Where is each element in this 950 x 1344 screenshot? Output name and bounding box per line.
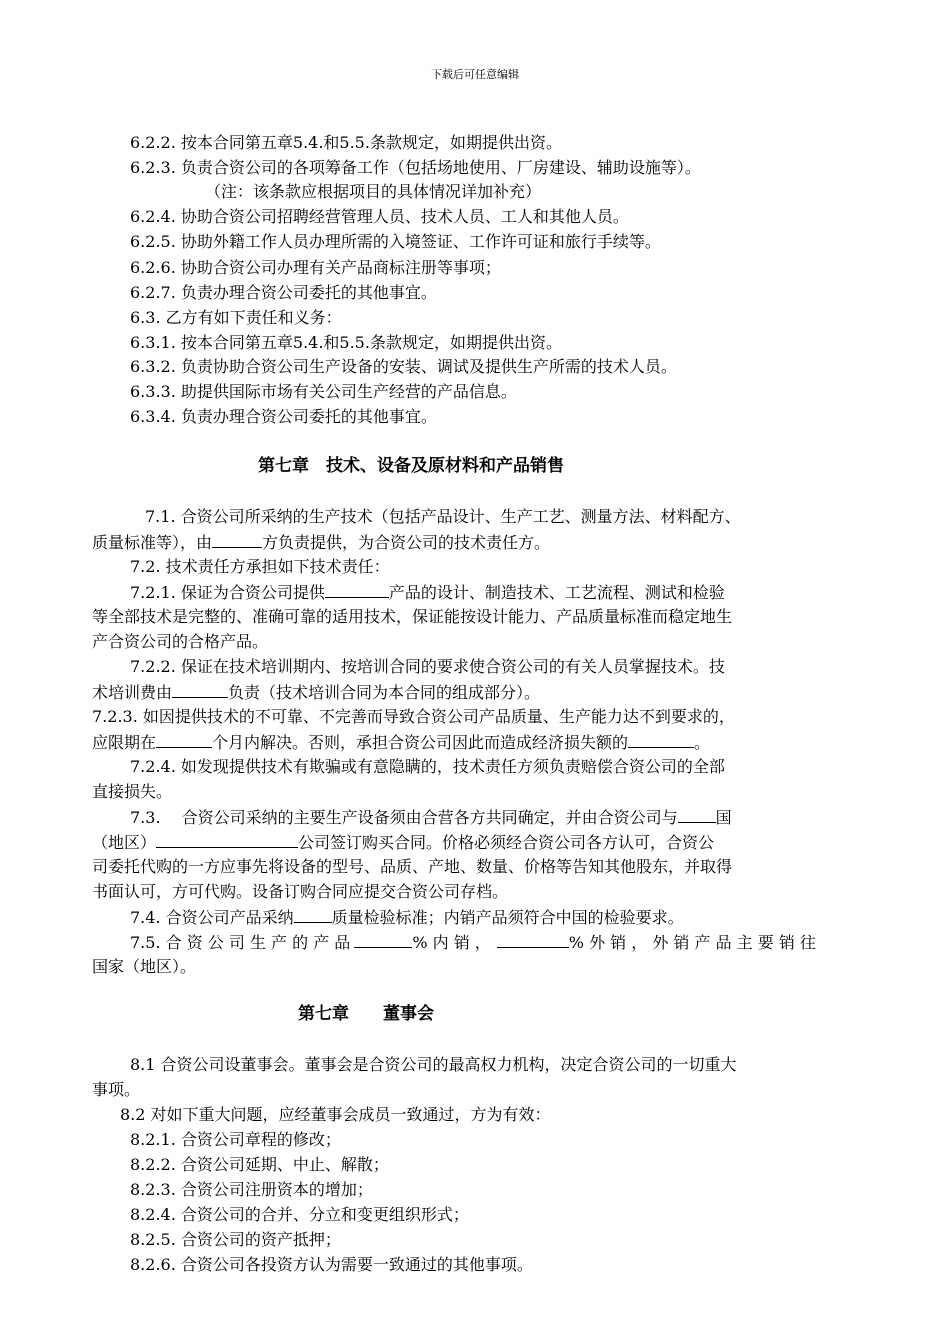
clause-7-2-2-text-a: 术培训费由 bbox=[92, 683, 173, 702]
clause-6-2-7: 6.2.7. 负责办理合资公司委托的其他事宜。 bbox=[130, 283, 437, 302]
clause-6-2-2: 6.2.2. 按本合同第五章5.4.和5.5.条款规定，如期提供出资。 bbox=[130, 133, 562, 152]
page-header: 下载后可任意编辑 bbox=[431, 68, 519, 81]
clause-7-2-4-line2: 直接损失。 bbox=[92, 782, 173, 801]
clause-7-3-text-a: 7.3. 合资公司采纳的主要生产设备须由合营各方共同确定，并由合资公司与 bbox=[130, 808, 678, 827]
chapter-7-title: 第七章 技术、设备及原材料和产品销售 bbox=[258, 456, 564, 476]
clause-7-2-3-text-b: 个月内解决。否则，承担合资公司因此而造成经济损失额的 bbox=[212, 733, 629, 752]
clause-8-2-4: 8.2.4. 合资公司的合并、分立和变更组织形式； bbox=[130, 1205, 469, 1224]
clause-7-2-1-line3: 产合资公司的合格产品。 bbox=[92, 632, 269, 651]
clause-7-5-text-c: % 外 销 ， 外 销 产 品 主 要 销 往 bbox=[568, 933, 816, 952]
clause-7-5-line1 bbox=[130, 932, 816, 953]
clause-6-2-6: 6.2.6. 协助合资公司办理有关产品商标注册等事项； bbox=[130, 258, 501, 277]
clause-6-2-4: 6.2.4. 协助合资公司招聘经营管理人员、技术人员、工人和其他人员。 bbox=[130, 207, 629, 226]
clause-7-1-line1: 7.1. 合资公司所采纳的生产技术（包括产品设计、生产工艺、测量方法、材料配方、 bbox=[145, 507, 741, 526]
clause-7-2-3-line2 bbox=[92, 732, 710, 753]
clause-7-3-line1 bbox=[130, 807, 732, 828]
clause-6-3: 6.3. 乙方有如下责任和义务： bbox=[130, 308, 342, 327]
clause-7-3-line2 bbox=[92, 832, 714, 853]
clause-7-2-4-line1: 7.2.4. 如发现提供技术有欺骗或有意隐瞒的，技术责任方须负责赔偿合资公司的全部 bbox=[130, 757, 725, 776]
clause-6-2-3: 6.2.3. 负责合资公司的各项筹备工作（包括场地使用、厂房建设、辅助设施等）。 bbox=[130, 158, 701, 177]
clause-7-2-1-line1 bbox=[130, 582, 725, 603]
chapter-8-title: 第七章 董事会 bbox=[298, 1004, 434, 1024]
fill-blank bbox=[678, 807, 716, 823]
clause-7-4-text-b: 质量检验标准；内销产品须符合中国的检验要求。 bbox=[331, 908, 684, 927]
clause-7-3-line3: 司委托代购的一方应事先将设备的型号、品质、产地、数量、价格等告知其他股东，并取得 bbox=[92, 857, 733, 876]
clause-7-3-line4: 书面认可，方可代购。设备订购合同应提交合资公司存档。 bbox=[92, 882, 509, 901]
clause-7-2-2-line2 bbox=[92, 682, 540, 703]
fill-blank bbox=[156, 732, 212, 748]
clause-6-2-3-note: （注：该条款应根据项目的具体情况详加补充） bbox=[205, 182, 542, 201]
fill-blank bbox=[156, 832, 298, 848]
fill-blank bbox=[354, 932, 412, 948]
clause-7-2-3-text-c: 。 bbox=[694, 733, 711, 752]
fill-blank bbox=[628, 732, 694, 748]
fill-blank bbox=[172, 682, 228, 698]
clause-7-2-1-text-b: 产品的设计、制造技术、工艺流程、测试和检验 bbox=[388, 583, 725, 602]
clause-6-2-5: 6.2.5. 协助外籍工作人员办理所需的入境签证、工作许可证和旅行手续等。 bbox=[130, 232, 661, 251]
clause-8-2-2: 8.2.2. 合资公司延期、中止、解散； bbox=[130, 1155, 389, 1174]
clause-8-1-line2: 事项。 bbox=[92, 1080, 141, 1099]
clause-7-3-text-b: 国 bbox=[715, 808, 732, 827]
fill-blank bbox=[212, 532, 262, 548]
clause-8-2: 8.2 对如下重大问题，应经董事会成员一致通过，方为有效： bbox=[120, 1105, 551, 1124]
clause-7-4-text-a: 7.4. 合资公司产品采纳 bbox=[130, 908, 294, 927]
clause-7-2-2-line1: 7.2.2. 保证在技术培训期内、按培训合同的要求使合资公司的有关人员掌握技术。技 bbox=[130, 657, 725, 676]
clause-7-2-2-text-b: 负责（技术培训合同为本合同的组成部分）。 bbox=[228, 683, 541, 702]
clause-6-3-4: 6.3.4. 负责办理合资公司委托的其他事宜。 bbox=[130, 407, 437, 426]
clause-7-5-text-a: 7.5. 合 资 公 司 生 产 的 产 品 bbox=[130, 933, 351, 952]
clause-7-4 bbox=[130, 907, 684, 928]
fill-blank bbox=[497, 932, 569, 948]
clause-6-3-3: 6.3.3. 助提供国际市场有关公司生产经营的产品信息。 bbox=[130, 382, 517, 401]
clause-7-2: 7.2. 技术责任方承担如下技术责任： bbox=[130, 557, 390, 576]
clause-8-2-3: 8.2.3. 合资公司注册资本的增加； bbox=[130, 1180, 373, 1199]
fill-blank bbox=[294, 907, 332, 923]
clause-8-2-1: 8.2.1. 合资公司章程的修改； bbox=[130, 1130, 341, 1149]
clause-6-3-2: 6.3.2. 负责协助合资公司生产设备的安装、调试及提供生产所需的技术人员。 bbox=[130, 357, 677, 376]
clause-8-1-line1: 8.1 合资公司设董事会。董事会是合资公司的最高权力机构，决定合资公司的一切重大 bbox=[130, 1055, 737, 1074]
clause-7-2-3-line1: 7.2.3. 如因提供技术的不可靠、不完善而导致合资公司产品质量、生产能力达不到要求的， bbox=[92, 707, 735, 726]
clause-7-1-line2 bbox=[92, 532, 550, 553]
clause-8-2-6: 8.2.6. 合资公司各投资方认为需要一致通过的其他事项。 bbox=[130, 1255, 533, 1274]
clause-7-3-text-d: 公司签订购买合同。价格必须经合资公司各方认可，合资公 bbox=[298, 833, 715, 852]
clause-8-2-5: 8.2.5. 合资公司的资产抵押； bbox=[130, 1230, 341, 1249]
clause-7-1-text-a: 质量标准等），由 bbox=[92, 533, 213, 552]
clause-7-5-text-b: % 内 销 ， bbox=[412, 933, 491, 952]
clause-7-2-1-line2: 等全部技术是完整的、准确可靠的适用技术，保证能按设计能力、产品质量标准而稳定地生 bbox=[92, 607, 733, 626]
clause-7-2-1-text-a: 7.2.1. 保证为合资公司提供 bbox=[130, 583, 325, 602]
clause-7-5-line2: 国家（地区）。 bbox=[92, 957, 197, 976]
clause-7-2-3-text-a: 应限期在 bbox=[92, 733, 157, 752]
clause-7-1-text-b: 方负责提供，为合资公司的技术责任方。 bbox=[262, 533, 551, 552]
fill-blank bbox=[325, 582, 389, 598]
clause-6-3-1: 6.3.1. 按本合同第五章5.4.和5.5.条款规定，如期提供出资。 bbox=[130, 333, 562, 352]
clause-7-3-text-c: （地区） bbox=[92, 833, 157, 852]
